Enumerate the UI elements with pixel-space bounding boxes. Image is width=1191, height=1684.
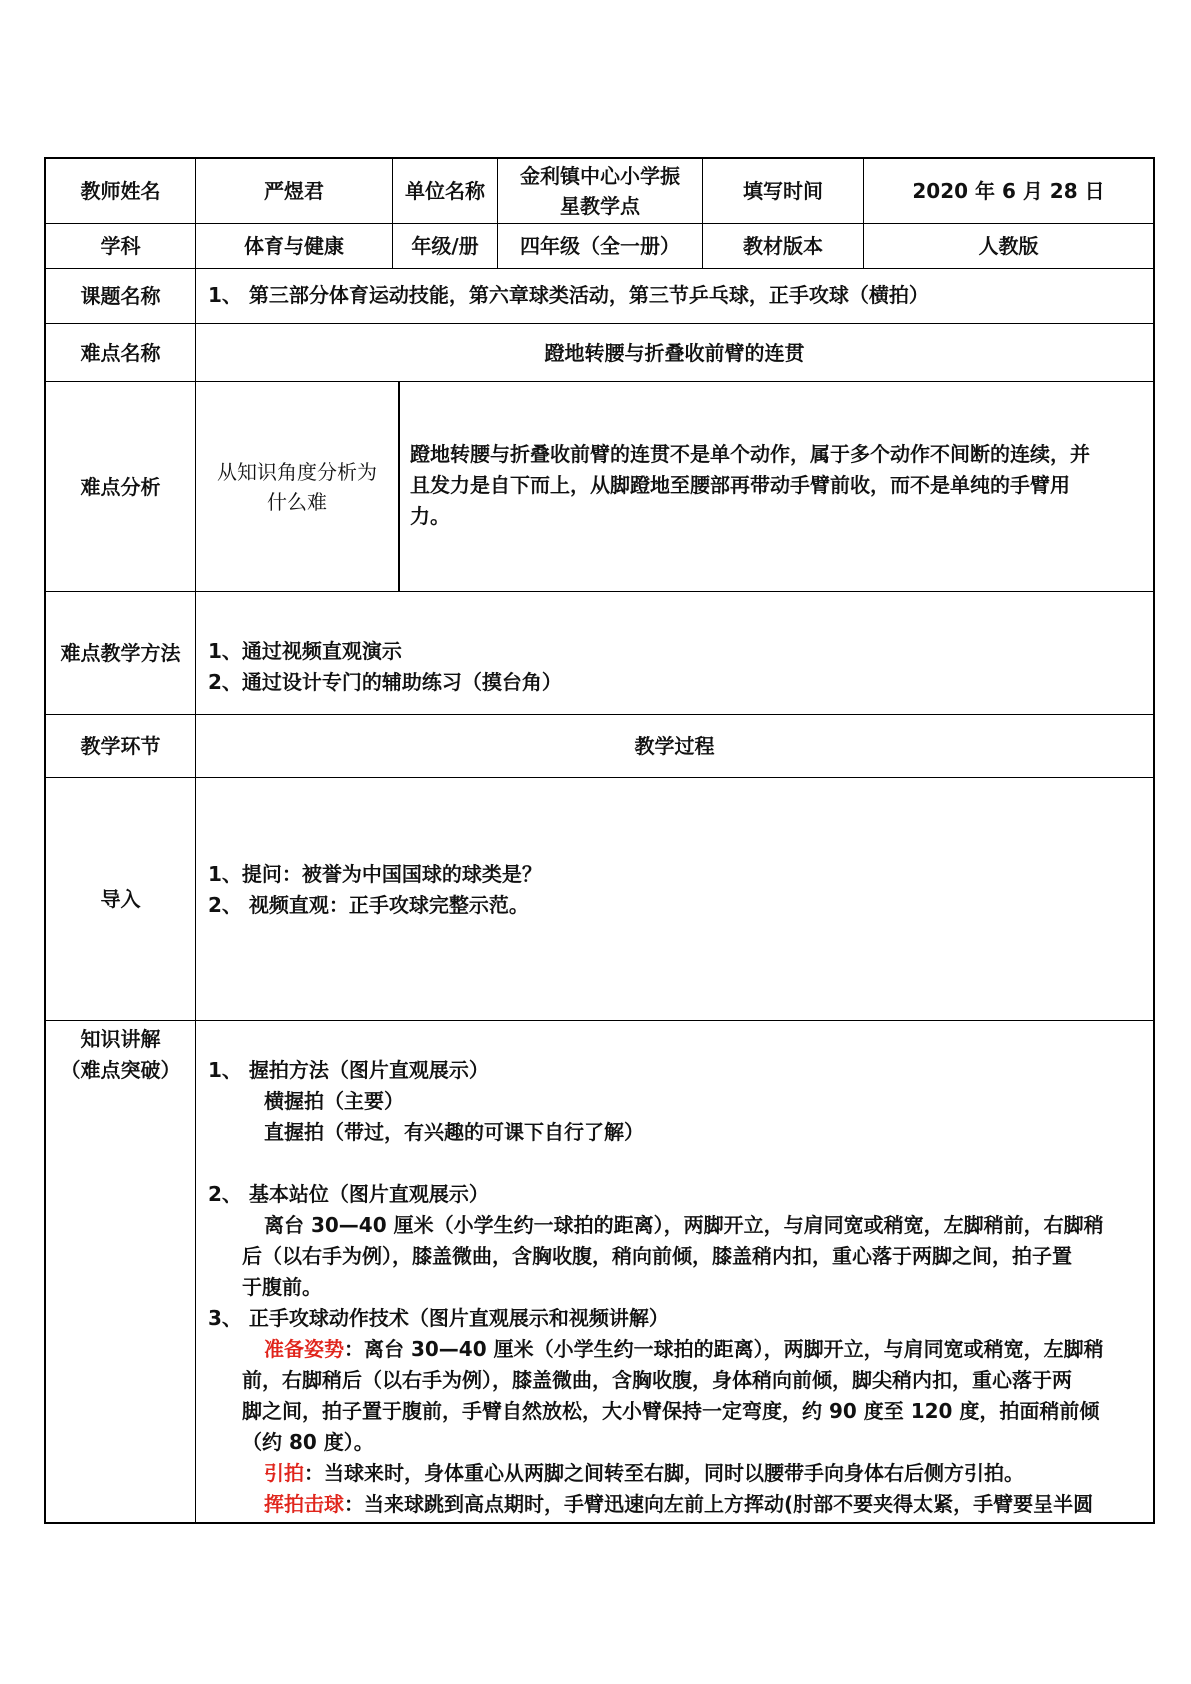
- unit-value-line1: 金利镇中心小学振: [520, 164, 680, 188]
- ready-stance-line-3: 脚之间，拍子置于腹前，手臂自然放松，大小臂保持一定弯度，约 90 度至 120 度，拍面稍前倾: [242, 1399, 1100, 1423]
- difficulty-value: 蹬地转腰与折叠收前臂的连贯: [544, 340, 805, 365]
- ready-stance-text: ：离台 30—40 厘米（小学生约一球拍的距离），两脚开立，与肩同宽或稍宽，左脚稍: [344, 1337, 1104, 1361]
- method-item-1: 1、通过视频直观演示: [208, 639, 402, 663]
- process-stage-label: 教学环节: [80, 734, 161, 758]
- knowledge-label-line1: 知识讲解: [80, 1027, 161, 1051]
- ready-stance-line-2: 前，右脚稍后（以右手为例），膝盖微曲，含胸收腹，身体稍向前倾，脚尖稍内扣，重心落于两: [242, 1368, 1072, 1392]
- topic-label: 课题名称: [80, 284, 161, 308]
- analysis-line-1: 蹬地转腰与折叠收前臂的连贯不是单个动作，属于多个动作不间断的连续，并: [410, 442, 1090, 466]
- knowledge-label-line2: （难点突破）: [60, 1058, 181, 1082]
- backswing-text: ：当球来时，身体重心从两脚之间转至右脚，同时以腰带手向身体右后侧方引拍。: [304, 1461, 1024, 1485]
- intro-item-1: 1、提问：被誉为中国国球的球类是？: [208, 862, 542, 886]
- lesson-plan-table: [44, 157, 1155, 1524]
- method-item-2: 2、通过设计专门的辅助练习（摸台角）: [208, 670, 562, 694]
- technique-title: 3、 正手攻球动作技术（图片直观展示和视频讲解）: [208, 1306, 669, 1330]
- date-label: 填写时间: [743, 179, 823, 203]
- stance-line-1: 离台 30—40 厘米（小学生约一球拍的距离），两脚开立，与肩同宽或稍宽，左脚稍前，右脚稍: [264, 1213, 1104, 1237]
- difficulty-label: 难点名称: [80, 340, 161, 365]
- swing-strike-text: ：当来球跳到高点期时，手臂迅速向左前上方挥动(肘部不要夹得太紧，手臂要呈半圆: [344, 1492, 1094, 1516]
- stance-line-2: 后（以右手为例），膝盖微曲，含胸收腹，稍向前倾，膝盖稍内扣，重心落于两脚之间，拍子置: [242, 1244, 1072, 1268]
- grip-vertical: 直握拍（带过，有兴趣的可课下自行了解）: [264, 1120, 644, 1144]
- analysis-sub-label: [196, 382, 398, 591]
- subject-value: 体育与健康: [244, 234, 344, 258]
- ready-stance-line-4: （约 80 度）。: [242, 1430, 374, 1454]
- ready-stance-line-1: [264, 1334, 1104, 1365]
- backswing-line: [264, 1458, 1024, 1489]
- stance-title: 2、 基本站位（图片直观展示）: [208, 1182, 489, 1206]
- grade-label: 年级/册: [411, 234, 479, 258]
- backswing-label: 引拍: [264, 1461, 304, 1485]
- unit-value-line2: 星教学点: [560, 194, 640, 218]
- grip-horizontal: 横握拍（主要）: [264, 1089, 404, 1113]
- analysis-sub-label-line2: 什么难: [267, 489, 327, 514]
- stance-line-3: 于腹前。: [242, 1275, 322, 1299]
- edition-label: 教材版本: [743, 234, 823, 258]
- topic-value: 1、 第三部分体育运动技能，第六章球类活动，第三节乒乓球，正手攻球（横拍）: [208, 283, 929, 307]
- teacher-name-label: 教师姓名: [80, 179, 161, 203]
- intro-label: 导入: [100, 887, 141, 911]
- grade-value: 四年级（全一册）: [520, 234, 680, 258]
- process-header: 教学过程: [634, 734, 715, 758]
- analysis-sub-label-line1: 从知识角度分析为: [217, 459, 377, 484]
- unit-value: [498, 159, 702, 223]
- analysis-label: 难点分析: [80, 474, 161, 499]
- edition-value: 人教版: [978, 234, 1039, 258]
- unit-label: 单位名称: [405, 179, 485, 203]
- intro-item-2: 2、 视频直观：正手攻球完整示范。: [208, 893, 529, 917]
- subject-label: 学科: [100, 234, 141, 258]
- swing-strike-label: 挥拍击球: [264, 1492, 344, 1516]
- grip-title: 1、 握拍方法（图片直观展示）: [208, 1058, 489, 1082]
- analysis-line-3: 力。: [410, 504, 450, 528]
- swing-strike-line: [264, 1489, 1093, 1520]
- date-value: 2020 年 6 月 28 日: [912, 179, 1105, 203]
- method-label: 难点教学方法: [60, 641, 181, 665]
- ready-stance-label: 准备姿势: [264, 1337, 344, 1361]
- teacher-name-value: 严煜君: [264, 179, 324, 203]
- analysis-line-2: 且发力是自下而上，从脚蹬地至腰部再带动手臂前收，而不是单纯的手臂用: [410, 473, 1070, 497]
